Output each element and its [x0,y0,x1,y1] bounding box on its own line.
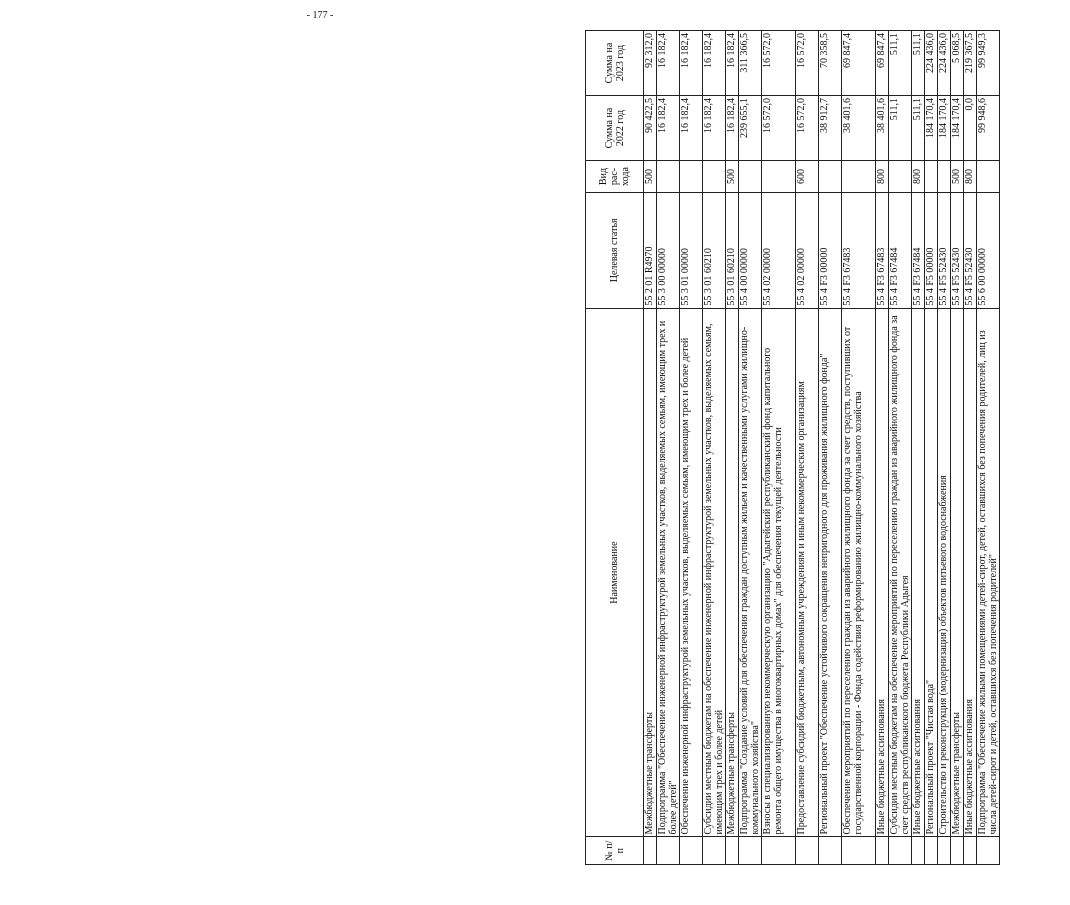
row-expense-type-cell: 500 [951,161,964,193]
row-sum-2022-cell: 184 170,4 [938,96,951,161]
row-sum-2023-cell: 69 847,4 [842,31,876,96]
row-sum-2023-cell: 224 436,0 [925,31,938,96]
table-row [703,31,726,865]
row-num-cell [964,837,977,865]
row-sum-2023-cell: 69 847,4 [876,31,889,96]
row-code-cell: 55 4 F3 67483 [842,192,876,308]
row-name-cell: Иные бюджетные ассигнования [964,308,977,837]
row-code-cell: 55 4 F5 52430 [938,192,951,308]
row-num-cell [644,837,657,865]
row-num-cell [762,837,796,865]
row-sum-2022-cell: 38 401,6 [842,96,876,161]
row-num-cell [842,837,876,865]
row-expense-type-cell: 500 [644,161,657,193]
row-code-cell: 55 4 F3 00000 [819,192,842,308]
row-num-cell [819,837,842,865]
table-row [964,31,977,865]
row-num-cell [726,837,739,865]
table-row [739,31,762,865]
row-code-cell: 55 3 01 00000 [680,192,703,308]
row-sum-2022-cell: 38 912,7 [819,96,842,161]
row-num-cell [951,837,964,865]
row-sum-2022-cell: 184 170,4 [925,96,938,161]
header-code: Целевая статья [586,192,644,308]
header-sum-2023: Сумма на 2023 год [586,31,644,96]
table-body [644,31,1000,865]
header-expense-type: Вид рас-хода [586,161,644,193]
row-name-cell: Региональный проект "Обеспечение устойчивого сокращения непригодного для проживания жилищного фонда" [819,308,842,837]
row-sum-2023-cell: 70 358,5 [819,31,842,96]
row-expense-type-cell: 800 [964,161,977,193]
row-num-cell [703,837,726,865]
row-code-cell: 55 4 F3 67484 [889,192,912,308]
table-row [680,31,703,865]
row-expense-type-cell [938,161,951,193]
row-name-cell: Строительство и реконструкция (модернизация) объектов питьевого водоснабжения [938,308,951,837]
row-name-cell: Взносы в специализированную некоммерческую организацию "Адыгейский республиканский фонд капитального ремонта общего имущества в многоквартирных домах" для обеспечения текущей деятельности [762,308,796,837]
row-name-cell: Иные бюджетные ассигнования [876,308,889,837]
row-num-cell [739,837,762,865]
row-sum-2023-cell: 16 182,4 [657,31,680,96]
row-sum-2022-cell: 16 572,0 [762,96,796,161]
row-sum-2022-cell: 16 182,4 [726,96,739,161]
row-expense-type-cell [977,161,1000,193]
row-code-cell: 55 3 01 60210 [726,192,739,308]
row-name-cell: Межбюджетные трансферты [726,308,739,837]
row-expense-type-cell: 600 [796,161,819,193]
budget-table [585,30,1000,865]
row-name-cell: Субсидии местным бюджетам на обеспечение инженерной инфраструктурой земельных участков, выделяемых семьям, имеющим трех и более детей [703,308,726,837]
row-sum-2023-cell: 311 366,5 [739,31,762,96]
row-name-cell: Обеспечение инженерной инфраструктурой земельных участков, выделяемых семьям, имеющим трех и более детей [680,308,703,837]
row-num-cell [889,837,912,865]
row-name-cell: Предоставление субсидий бюджетным, автономным учреждениям и иным некоммерческим организациям [796,308,819,837]
row-sum-2022-cell: 16 182,4 [657,96,680,161]
header-sum-2022: Сумма на 2022 год [586,96,644,161]
row-code-cell: 55 6 00 00000 [977,192,1000,308]
row-code-cell: 55 2 01 R4970 [644,192,657,308]
row-sum-2023-cell: 219 367,5 [964,31,977,96]
row-name-cell: Обеспечение мероприятий по переселению граждан из аварийного жилищного фонда за счет средств, поступивших от государственной корпорации - Фонда содействия реформированию жилищно-коммунального хозяйства [842,308,876,837]
table-row [889,31,912,865]
table-row [726,31,739,865]
table-header-row [586,31,644,865]
row-num-cell [876,837,889,865]
row-sum-2023-cell: 5 068,5 [951,31,964,96]
row-sum-2023-cell: 16 572,0 [796,31,819,96]
row-code-cell: 55 3 01 60210 [703,192,726,308]
row-expense-type-cell [842,161,876,193]
row-expense-type-cell: 500 [726,161,739,193]
row-expense-type-cell [703,161,726,193]
row-expense-type-cell [889,161,912,193]
row-name-cell: Подпрограмма "Обеспечение инженерной инфраструктурой земельных участков, выделяемых семьям, имеющим трех и более детей" [657,308,680,837]
row-name-cell: Региональный проект "Чистая вода" [925,308,938,837]
row-num-cell [796,837,819,865]
row-name-cell: Иные бюджетные ассигнования [912,308,925,837]
table-row [762,31,796,865]
row-expense-type-cell [680,161,703,193]
row-code-cell: 55 4 F5 00000 [925,192,938,308]
row-code-cell: 55 4 02 00000 [796,192,819,308]
header-name: Наименование [586,308,644,837]
table-row [819,31,842,865]
row-sum-2023-cell: 511,1 [912,31,925,96]
row-expense-type-cell [925,161,938,193]
row-sum-2023-cell: 224 436,0 [938,31,951,96]
row-num-cell [912,837,925,865]
table-row [796,31,819,865]
rotated-table-container [585,30,1070,865]
row-code-cell: 55 4 02 00000 [762,192,796,308]
row-name-cell: Подпрограмма "Создание условий для обеспечения граждан доступным жильем и качественными услугами жилищно-коммунального хозяйства" [739,308,762,837]
table-row [657,31,680,865]
table-row [644,31,657,865]
row-expense-type-cell: 800 [912,161,925,193]
row-sum-2023-cell: 92 312,0 [644,31,657,96]
row-sum-2022-cell: 99 948,6 [977,96,1000,161]
row-code-cell: 55 4 F3 67484 [912,192,925,308]
row-num-cell [938,837,951,865]
row-sum-2022-cell: 0,0 [964,96,977,161]
row-code-cell: 55 4 00 00000 [739,192,762,308]
row-code-cell: 55 3 00 00000 [657,192,680,308]
row-sum-2022-cell: 16 572,0 [796,96,819,161]
row-num-cell [925,837,938,865]
row-sum-2023-cell: 16 182,4 [703,31,726,96]
table-row [912,31,925,865]
table-row [951,31,964,865]
row-name-cell: Межбюджетные трансферты [951,308,964,837]
header-num: № п/п [586,837,644,865]
row-sum-2023-cell: 511,1 [889,31,912,96]
row-num-cell [977,837,1000,865]
row-name-cell: Межбюджетные трансферты [644,308,657,837]
row-sum-2023-cell: 16 182,4 [726,31,739,96]
row-code-cell: 55 4 F3 67483 [876,192,889,308]
row-expense-type-cell [739,161,762,193]
row-code-cell: 55 4 F5 52430 [951,192,964,308]
row-expense-type-cell [657,161,680,193]
row-expense-type-cell [819,161,842,193]
row-name-cell: Субсидии местным бюджетам на обеспечение мероприятий по переселению граждан из аварийного жилищного фонда за счет средств республиканского бюджета Республики Адыгея [889,308,912,837]
table-row [876,31,889,865]
row-sum-2022-cell: 184 170,4 [951,96,964,161]
row-expense-type-cell: 800 [876,161,889,193]
row-sum-2023-cell: 16 182,4 [680,31,703,96]
row-sum-2022-cell: 511,1 [889,96,912,161]
table-row [925,31,938,865]
table-row [938,31,951,865]
row-code-cell: 55 4 F5 52430 [964,192,977,308]
row-expense-type-cell [762,161,796,193]
row-sum-2022-cell: 16 182,4 [703,96,726,161]
row-sum-2022-cell: 38 401,6 [876,96,889,161]
row-sum-2022-cell: 90 422,5 [644,96,657,161]
row-name-cell: Подпрограмма "Обеспечение жилыми помещениями детей-сирот, детей, оставшихся без попечения родителей, лиц из числа детей-сирот и детей, оставшихся без попечения родителей" [977,308,1000,837]
table-row [842,31,876,865]
row-sum-2022-cell: 511,1 [912,96,925,161]
row-num-cell [680,837,703,865]
row-sum-2022-cell: 16 182,4 [680,96,703,161]
table-row [977,31,1000,865]
row-sum-2022-cell: 239 655,1 [739,96,762,161]
row-num-cell [657,837,680,865]
row-sum-2023-cell: 99 949,3 [977,31,1000,96]
page-number: - 177 - [306,10,334,21]
row-sum-2023-cell: 16 572,0 [762,31,796,96]
